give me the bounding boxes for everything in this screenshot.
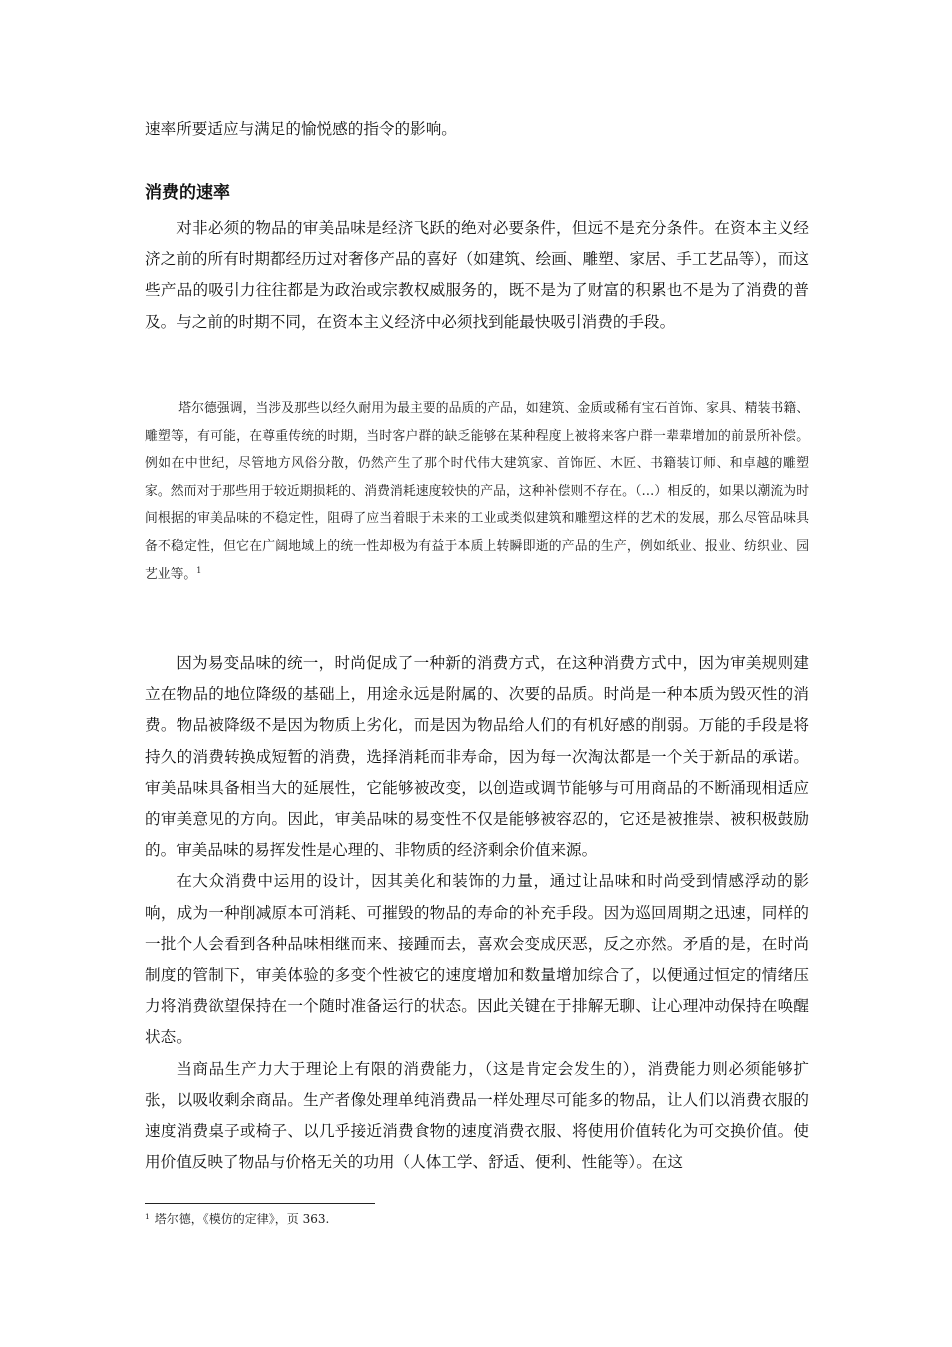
body-paragraph-2: 因为易变品味的统一，时尚促成了一种新的消费方式，在这种消费方式中，因为审美规则建立在物品的地位降级的基础上，用途永远是附属的、次要的品质。时尚是一种本质为毁灭性的消费。物品被降级不是因为物质上劣化，而是因为物品给人们的有机好感的削弱。万能的手段是将持久的消费转换成短暂的消费，选择消耗而非寿命，因为每一次淘汰都是一个关于新品的承诺。审美品味具备相当大的延展性，它能够被改变，以创造或调节能够与可用商品的不断涌现相适应的审美意见的方向。因此，审美品味的易变性不仅是能够被容忍的，它还是被推崇、被积极鼓励的。审美品味的易挥发性是心理的、非物质的经济剩余价值来源。: [145, 654, 809, 860]
block-quote-text: 塔尔德强调，当涉及那些以经久耐用为最主要的品质的产品，如建筑、金质或稀有宝石首饰、家具、精装书籍、雕塑等，有可能，在尊重传统的时期，当时客户群的缺乏能够在某种程度上被将来客户群一辈辈增加的前景所补偿。例如在中世纪，尽管地方风俗分散，仍然产生了那个时代伟大建筑家、首饰匠、木匠、书籍装订师、和卓越的雕塑家。然而对于那些用于较近期损耗的、消费消耗速度较快的产品，这种补偿则不存在。（…）相反的，如果以潮流为时间根据的审美品味的不稳定性，阻碍了应当着眼于未来的工业或类似建筑和雕塑这样的艺术的发展，那么尽管品味具备不稳定性，但它在广阔地域上的统一性却极为有益于本质上转瞬即逝的产品的生产，例如纸业、报业、纺织业、园艺业等。: [145, 401, 809, 582]
body-block: [145, 648, 809, 1178]
footnote: [145, 1210, 329, 1228]
footnote-divider: [145, 1203, 375, 1204]
footnote-number: 1: [145, 1212, 150, 1221]
footnote-text: 塔尔德，《模仿的定律》，页 363.: [154, 1212, 330, 1226]
block-quote: [145, 395, 809, 588]
body-paragraph-1: 对非必须的物品的审美品味是经济飞跃的绝对必要条件，但远不是充分条件。在资本主义经济之前的所有时期都经历过对奢侈产品的喜好（如建筑、绘画、雕塑、家居、手工艺品等），而这些产品的吸引力往往都是为政治或宗教权威服务的，既不是为了财富的积累也不是为了消费的普及。与之前的时期不同，在资本主义经济中必须找到能最快吸引消费的手段。: [145, 219, 809, 331]
section-title: 消费的速率: [145, 183, 230, 203]
intro-paragraph: 速率所要适应与满足的愉悦感的指令的影响。: [145, 120, 457, 138]
footnote-reference[interactable]: 1: [196, 565, 202, 575]
body-paragraph-3: 在大众消费中运用的设计，因其美化和装饰的力量，通过让品味和时尚受到情感浮动的影响，成为一种削减原本可消耗、可摧毁的物品的寿命的补充手段。因为巡回周期之迅速，同样的一批个人会看到各种品味相继而来、接踵而去，喜欢会变成厌恶，反之亦然。矛盾的是，在时尚制度的管制下，审美体验的多变个性被它的速度增加和数量增加综合了，以便通过恒定的情绪压力将消费欲望保持在一个随时准备运行的状态。因此关键在于排解无聊、让心理冲动保持在唤醒状态。: [145, 872, 809, 1047]
body-paragraph-4: 当商品生产力大于理论上有限的消费能力，（这是肯定会发生的），消费能力则必须能够扩张，以吸收剩余商品。生产者像处理单纯消费品一样处理尽可能多的物品，让人们以消费衣服的速度消费桌子或椅子、以几乎接近消费食物的速度消费衣服、将使用价值转化为可交换价值。使用价值反映了物品与价格无关的功用（人体工学、舒适、便利、性能等）。在这: [145, 1059, 809, 1172]
